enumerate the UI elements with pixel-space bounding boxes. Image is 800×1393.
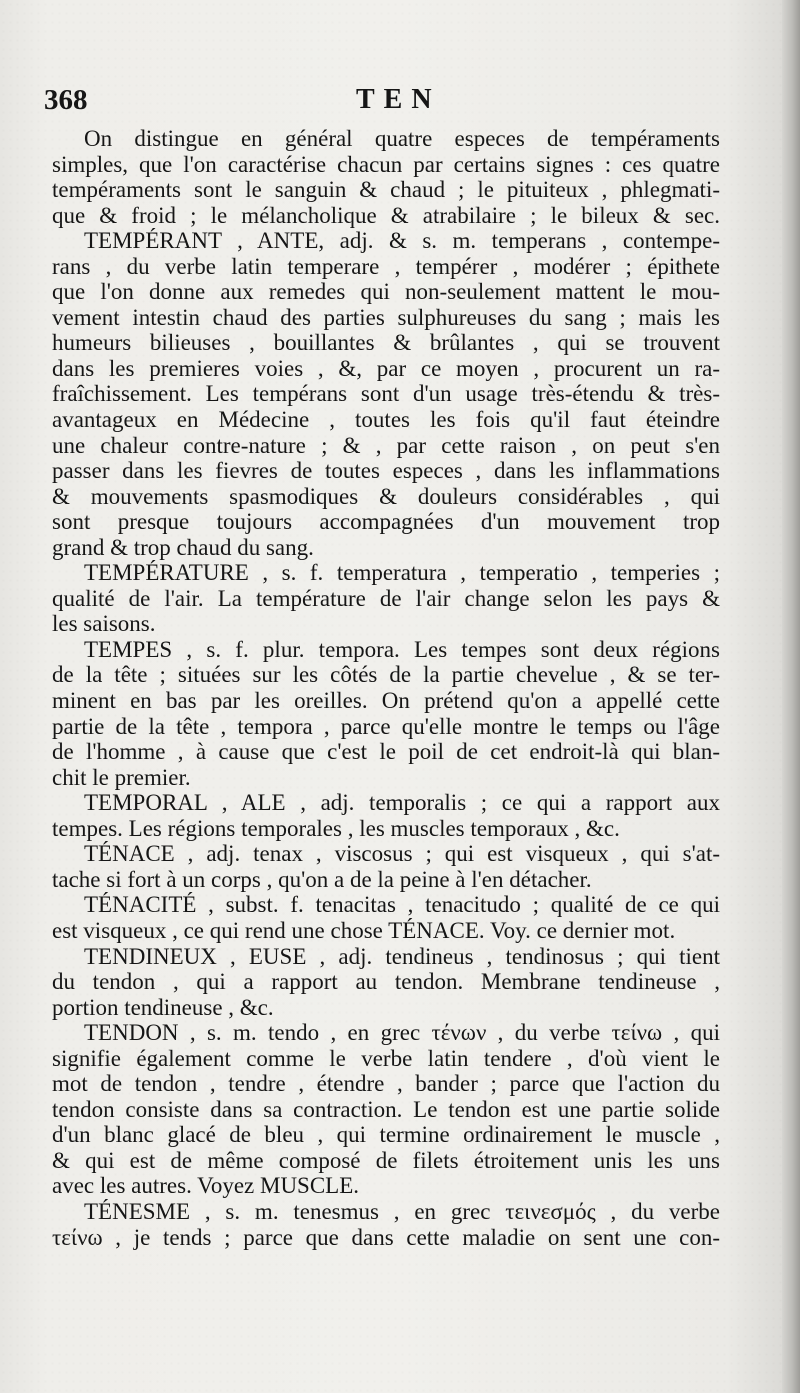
running-head: TEN — [356, 84, 441, 115]
entry-heading-line: TÉNACE , adj. tenax , viscosus ; qui est visqueux , qui s'at- — [84, 841, 720, 867]
entry-heading-line: TENDINEUX , EUSE , adj. tendineus , tendinosus ; qui tient — [84, 943, 720, 969]
entry-heading-line: TEMPÉRANT , ANTE, adj. & s. m. temperans , contempe- — [84, 228, 720, 254]
text-line: que l'on donne aux remedes qui non-seulement mattent le mou- — [52, 279, 720, 305]
entry-heading-line: TEMPÉRATURE , s. f. temperatura , temperatio , temperies ; — [84, 560, 720, 586]
text-line: d'un blanc glacé de bleu , qui termine ordinairement le muscle , — [52, 1122, 720, 1148]
entry-heading-line: TÉNACITÉ , subst. f. tenacitas , tenacitudo ; qualité de ce qui — [84, 892, 720, 918]
text-line: que & froid ; le mélancholique & atrabilaire ; le bileux & sec. — [52, 202, 720, 228]
entry-heading-line: TENDON , s. m. tendo , en grec τένων , du verbe τείνω , qui — [84, 1020, 720, 1046]
text-line: tendon consiste dans sa contraction. Le tendon est une partie solide — [52, 1096, 720, 1122]
text-line: partie de la tête , tempora , parce qu'elle montre le temps ou l'âge — [52, 713, 720, 739]
text-line: avec les autres. Voyez MUSCLE. — [52, 1173, 360, 1199]
text-line: simples, que l'on caractérise chacun par certains signes : ces quatre — [52, 151, 720, 177]
text-line: tempéraments sont le sanguin & chaud ; le pituiteux , phlegmati- — [52, 177, 720, 203]
page-header — [44, 84, 724, 124]
text-line: les saisons. — [52, 611, 156, 637]
text-line: & qui est de même composé de filets étroitement unis les uns — [52, 1147, 720, 1173]
text-line: On distingue en général quatre especes de tempéraments — [84, 126, 720, 151]
text-line: portion tendineuse , &c. — [52, 994, 274, 1020]
text-line: une chaleur contre-nature ; & , par cette raison , on peut s'en — [52, 432, 720, 458]
book-gutter-shadow — [782, 0, 800, 1393]
text-line: qualité de l'air. La température de l'air change selon les pays & — [52, 585, 720, 611]
text-line: humeurs bilieuses , bouillantes & brûlantes , qui se trouvent — [52, 330, 720, 356]
text-line: signifie également comme le verbe latin tendere , d'où vient le — [52, 1045, 720, 1071]
text-line: grand & trop chaud du sang. — [52, 534, 314, 560]
text-line: passer dans les fievres de toutes especes , dans les inflammations — [52, 458, 720, 484]
text-line: fraîchissement. Les tempérans sont d'un usage très-étendu & très- — [52, 381, 720, 407]
text-line: & mouvements spasmodiques & douleurs considérables , qui — [52, 483, 720, 509]
text-line: dans les premieres voies , &, par ce moyen , procurent un ra- — [52, 355, 720, 381]
text-line: tache si fort à un corps , qu'on a de la peine à l'en détacher. — [52, 866, 592, 892]
text-line: vement intestin chaud des parties sulphureuses du sang ; mais les — [52, 304, 720, 330]
text-line: minent en bas par les oreilles. On prétend qu'on a appellé cette — [52, 688, 720, 714]
text-line: du tendon , qui a rapport au tendon. Membrane tendineuse , — [52, 969, 720, 995]
text-line: rans , du verbe latin temperare , tempérer , modérer ; épithete — [52, 253, 720, 279]
text-line: tempes. Les régions temporales , les muscles temporaux , &c. — [52, 815, 620, 841]
text-line: de la tête ; situées sur les côtés de la partie chevelue , & se ter- — [52, 662, 720, 688]
page-number: 368 — [44, 84, 88, 116]
dictionary-text — [52, 126, 720, 1250]
entry-heading-line: TÉNESME , s. m. tenesmus , en grec τεινεσμός , du verbe — [84, 1198, 720, 1224]
text-line: de l'homme , à cause que c'est le poil de cet endroit-là qui blan- — [52, 739, 720, 765]
text-line: est visqueux , ce qui rend une chose TÉNACE. Voy. ce dernier mot. — [52, 917, 676, 943]
text-line: avantageux en Médecine , toutes les fois qu'il faut éteindre — [52, 407, 720, 433]
text-line: mot de tendon , tendre , étendre , bander ; parce que l'action du — [52, 1071, 720, 1097]
text-line: chit le premier. — [52, 764, 191, 790]
text-line: τείνω , je tends ; parce que dans cette maladie on sent une con- — [52, 1224, 720, 1250]
text-line: sont presque toujours accompagnées d'un mouvement trop — [52, 509, 720, 535]
entry-heading-line: TEMPES , s. f. plur. tempora. Les tempes sont deux régions — [84, 636, 720, 662]
entry-heading-line: TEMPORAL , ALE , adj. temporalis ; ce qui a rapport aux — [84, 790, 720, 816]
